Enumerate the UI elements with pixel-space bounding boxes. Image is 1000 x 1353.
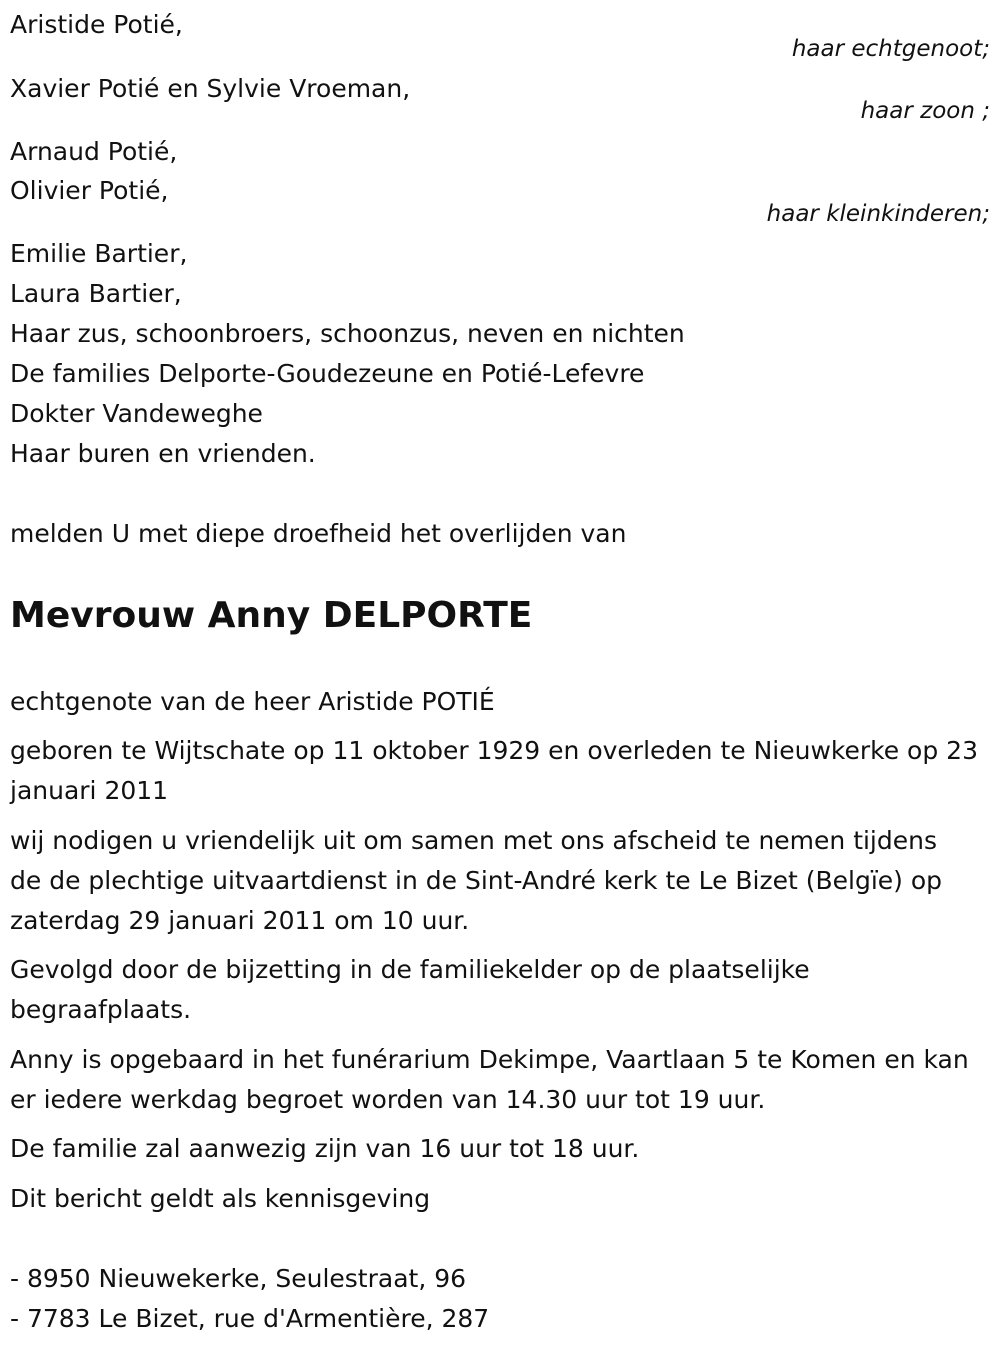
announcement-text: melden U met diepe droefheid het overlijden van <box>10 519 627 548</box>
deceased-name: Mevrouw Anny DELPORTE <box>10 595 533 636</box>
family-member-line: Emilie Bartier, <box>10 239 188 268</box>
obituary-document <box>10 0 990 1353</box>
address-line: - 7783 Le Bizet, rue d'Armentière, 287 <box>10 1304 490 1333</box>
spouse-line: echtgenote van de heer Aristide POTIÉ <box>10 687 495 716</box>
spouse-name: Aristide Potié, <box>10 10 183 39</box>
invitation-text: wij nodigen u vriendelijk uit om samen met ons afscheid te nemen tijdens de de plechtige uitvaartdienst in de Sint-André kerk te Le Bizet (Belgïe) op zaterdag 29 januari 2011 om 10 uur. <box>10 826 943 935</box>
son-role: haar zoon ; <box>860 98 990 124</box>
spouse-role: haar echtgenoot; <box>791 36 990 62</box>
family-member-line: Laura Bartier, <box>10 279 182 308</box>
birth-death-text: geboren te Wijtschate op 11 oktober 1929 en overleden te Nieuwkerke op 23 januari 2011 <box>10 736 978 805</box>
burial-text: Gevolgd door de bijzetting in de familiekelder op de plaatselijke begraafplaats. <box>10 955 810 1024</box>
son-name: Xavier Potié en Sylvie Vroeman, <box>10 74 411 103</box>
grandchildren-role: haar kleinkinderen; <box>766 201 990 227</box>
family-presence-text: De familie zal aanwezig zijn van 16 uur tot 18 uur. <box>10 1134 640 1163</box>
grandchild-name: Olivier Potié, <box>10 176 169 205</box>
viewing-text: Anny is opgebaard in het funérarium Dekimpe, Vaartlaan 5 te Komen en kan er iedere werkdag begroet worden van 14.30 uur tot 19 uur. <box>10 1045 969 1114</box>
grandchild-name: Arnaud Potié, <box>10 137 178 166</box>
family-member-line: De families Delporte-Goudezeune en Potié-Lefevre <box>10 359 645 388</box>
family-member-line: Haar zus, schoonbroers, schoonzus, neven en nichten <box>10 319 685 348</box>
notice-text: Dit bericht geldt als kennisgeving <box>10 1184 431 1213</box>
family-member-line: Dokter Vandeweghe <box>10 399 263 428</box>
family-member-line: Haar buren en vrienden. <box>10 439 316 468</box>
address-line: - 8950 Nieuwekerke, Seulestraat, 96 <box>10 1264 467 1293</box>
